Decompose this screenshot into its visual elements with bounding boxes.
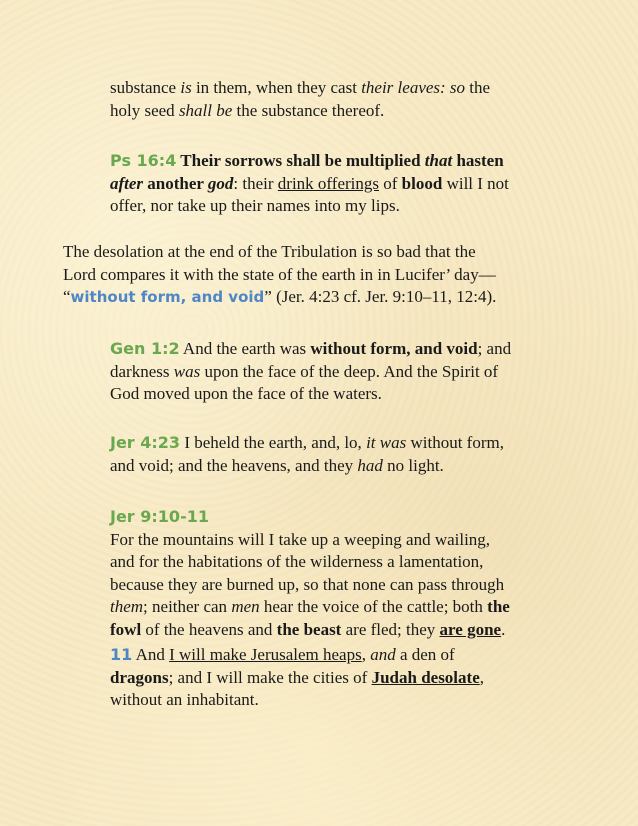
verse-continuation: [110, 77, 580, 122]
text-line: [110, 506, 580, 529]
text-line: offer, nor take up their names into my lips.: [110, 196, 400, 215]
text-line: dragons; and I will make the cities of Judah desolate,: [110, 667, 484, 687]
text-line: and for the habitations of the wilderness a lamentation,: [110, 552, 484, 571]
text-line: and void; and the heavens, and they had no light.: [110, 455, 444, 475]
text-line: after another god: their drink offerings of blood will I not: [110, 173, 509, 193]
verse-reference: Gen 1:2: [110, 339, 180, 358]
text-line: without an inhabitant.: [110, 690, 259, 709]
commentary-paragraph: [63, 241, 583, 309]
text-line: Lord compares it with the state of the earth in in Lucifer’ day—: [63, 264, 496, 284]
text-line: because they are burned up, so that none can pass through: [110, 574, 505, 594]
text-line: Ps 16:4 Their sorrows shall be multiplied that hasten: [110, 151, 504, 170]
text-line: The desolation at the end of the Tribulation is so bad that the: [63, 242, 476, 261]
verse-number: 11: [110, 645, 133, 664]
jeremiah-4-23-quote: [110, 432, 580, 477]
jeremiah-9-10-11-quote: [110, 506, 580, 712]
text-line: darkness was upon the face of the deep. And the Spirit of: [110, 361, 499, 381]
genesis-1-2-quote: [110, 338, 580, 406]
text-line: holy seed shall be the substance thereof.: [110, 100, 385, 120]
text-line: Gen 1:2 And the earth was without form, and void; and: [110, 339, 512, 358]
key-phrase: without form, and void: [70, 288, 265, 306]
verse-reference: Ps 16:4: [110, 151, 177, 170]
verse-reference: Jer 4:23: [110, 433, 181, 452]
text-line: substance is in them, when they cast their leaves: so the: [110, 78, 491, 97]
text-line: Jer 4:23 I beheld the earth, and, lo, it was without form,: [110, 433, 504, 452]
text-line: God moved upon the face of the waters.: [110, 384, 382, 403]
verse-reference: Jer 9:10-11: [110, 507, 209, 526]
text-line: fowl of the heavens and the beast are fled; they are gone.: [110, 619, 506, 639]
psalm-16-4-quote: [110, 150, 580, 218]
text-line: 11 And I will make Jerusalem heaps, and a den of: [110, 645, 455, 664]
text-line: “without form, and void” (Jer. 4:23 cf. Jer. 9:10–11, 12:4).: [63, 287, 497, 306]
text-line: them; neither can men hear the voice of the cattle; both the: [110, 597, 510, 616]
text-line: For the mountains will I take up a weeping and wailing,: [110, 529, 491, 549]
